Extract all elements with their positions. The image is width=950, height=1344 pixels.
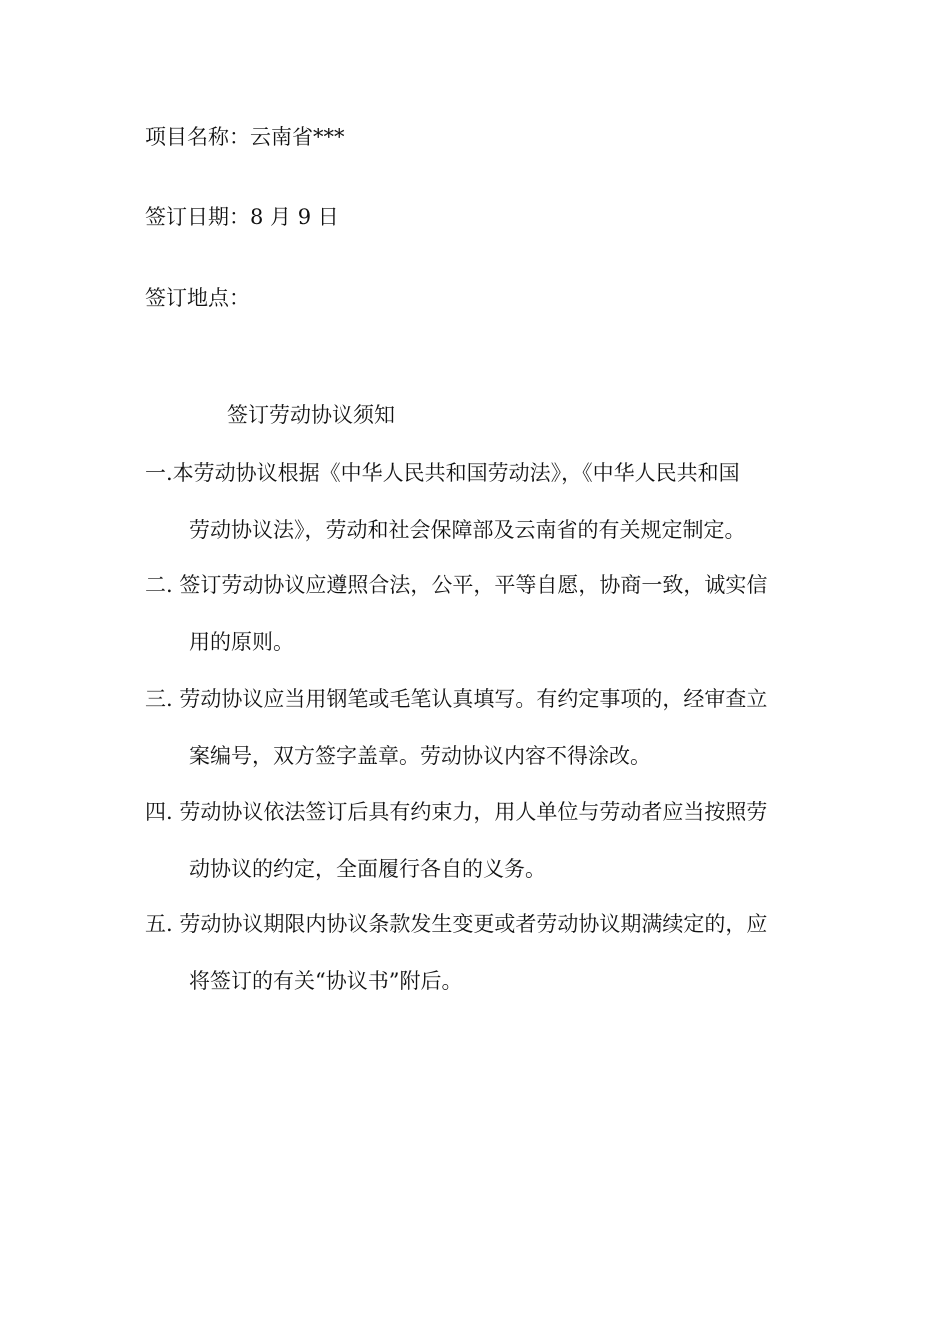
notice-clause <box>145 684 835 771</box>
clause-line: 五. 劳动协议期限内协议条款发生变更或者劳动协议期满续定的，应 <box>145 912 768 936</box>
notice-clause <box>145 570 835 657</box>
clause-line: 四. 劳动协议依法签订后具有约束力，用人单位与劳动者应当按照劳 <box>145 800 768 824</box>
clause-line: 案编号，双方签字盖章。劳动协议内容不得涂改。 <box>189 744 651 768</box>
clause-line: 劳动协议法》，劳动和社会保障部及云南省的有关规定制定。 <box>189 518 746 542</box>
project-name-field: 项目名称：云南省*** <box>145 125 345 149</box>
clause-line: 二. 签订劳动协议应遵照合法，公平，平等自愿，协商一致，诚实信 <box>145 573 768 597</box>
clause-line: 一.本劳动协议根据《中华人民共和国劳动法》，《中华人民共和国 <box>145 461 740 485</box>
sign-place-field: 签订地点： <box>145 286 250 310</box>
notice-clause <box>145 797 835 884</box>
clause-line: 将签订的有关“协议书”附后。 <box>189 969 463 993</box>
sign-date-field: 签订日期：8 月 9 日 <box>145 205 339 229</box>
notice-clause <box>145 458 835 545</box>
notice-clause <box>145 909 835 996</box>
notice-title: 签订劳动协议须知 <box>227 403 395 427</box>
clause-line: 三. 劳动协议应当用钢笔或毛笔认真填写。有约定事项的，经审查立 <box>145 687 768 711</box>
clause-line: 用的原则。 <box>189 630 294 654</box>
clause-line: 动协议的约定，全面履行各自的义务。 <box>189 857 546 881</box>
